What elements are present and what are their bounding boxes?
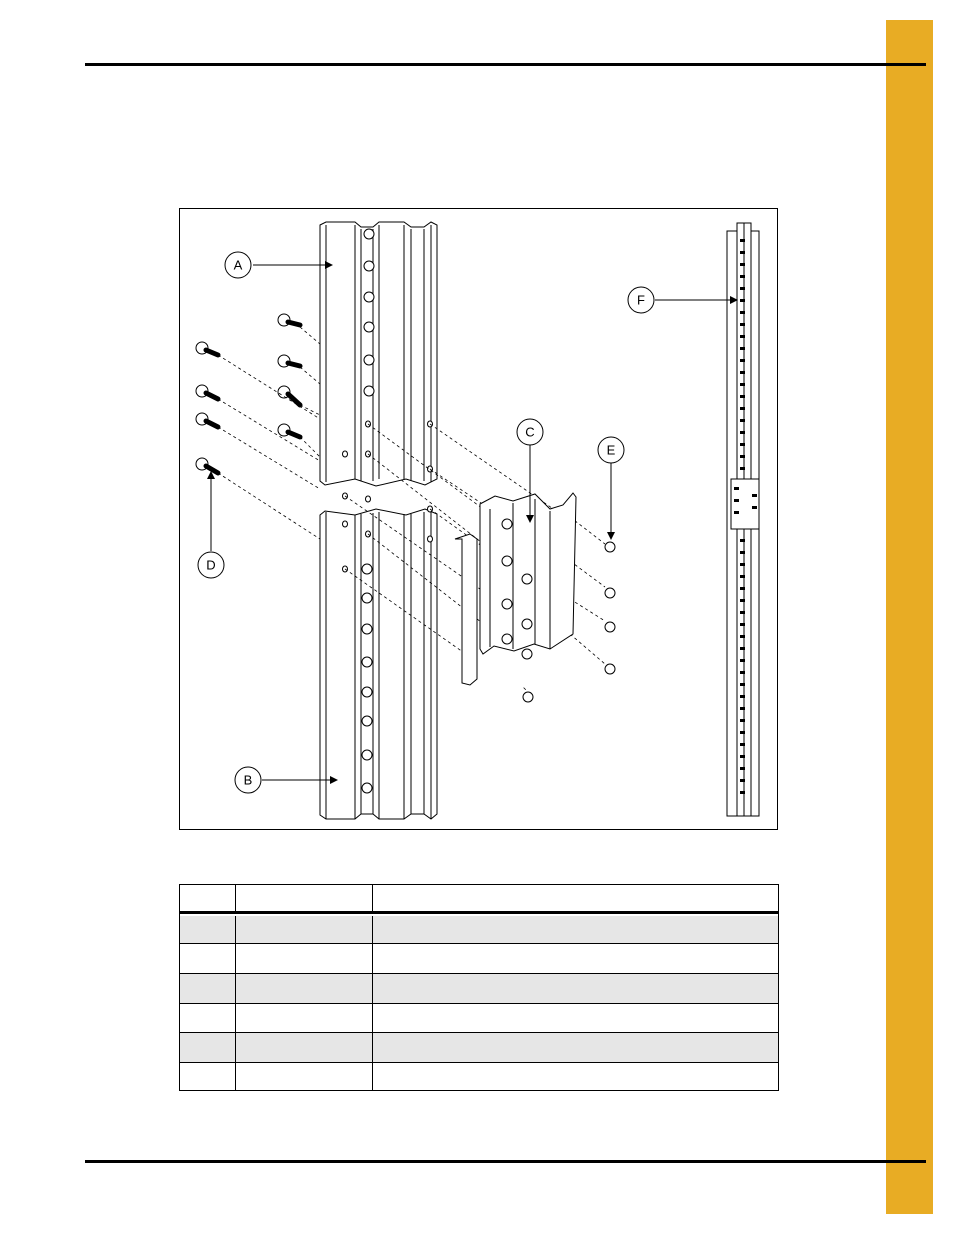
table-row [180,1063,778,1090]
row-ref [180,1004,236,1032]
row-description [373,1004,778,1032]
upper-stiffener [320,222,437,486]
table-row [180,916,778,943]
row-description [373,944,778,973]
table-row [180,944,778,973]
row-description [373,1033,778,1062]
header-part [236,885,373,911]
nuts [605,542,615,674]
row-ref [180,916,236,943]
row-part [236,974,373,1003]
row-part [236,1004,373,1032]
row-part [236,916,373,943]
callout-a-label: A [233,257,243,273]
header-rule [85,63,926,66]
footer-rule [85,1160,926,1163]
row-description [373,974,778,1003]
row-ref [180,1063,236,1090]
lower-stiffener [320,509,437,819]
loose-bolts [196,314,290,470]
callout-f-label: F [637,292,645,308]
table-header-row [180,885,778,911]
row-ref [180,1033,236,1062]
row-ref [180,944,236,973]
parts-table [179,884,779,1091]
header-divider [180,911,778,914]
row-description [373,916,778,943]
row-description [373,1063,778,1090]
assembly-figure [179,208,778,830]
chapter-side-tab [886,20,933,1214]
table-row [180,1004,778,1032]
header-description [373,885,778,911]
callout-b-label: B [243,772,253,788]
row-part [236,944,373,973]
row-part [236,1033,373,1062]
callout-d-label: D [206,557,216,573]
row-ref [180,974,236,1003]
table-row [180,974,778,1003]
callout-e-label: E [606,442,616,458]
table-row [180,1033,778,1062]
callout-c-label: C [525,424,535,440]
splice-channels [455,493,576,685]
row-part [236,1063,373,1090]
leader-arrows [211,265,737,780]
header-ref [180,885,236,911]
assembly-drawing [180,209,779,831]
